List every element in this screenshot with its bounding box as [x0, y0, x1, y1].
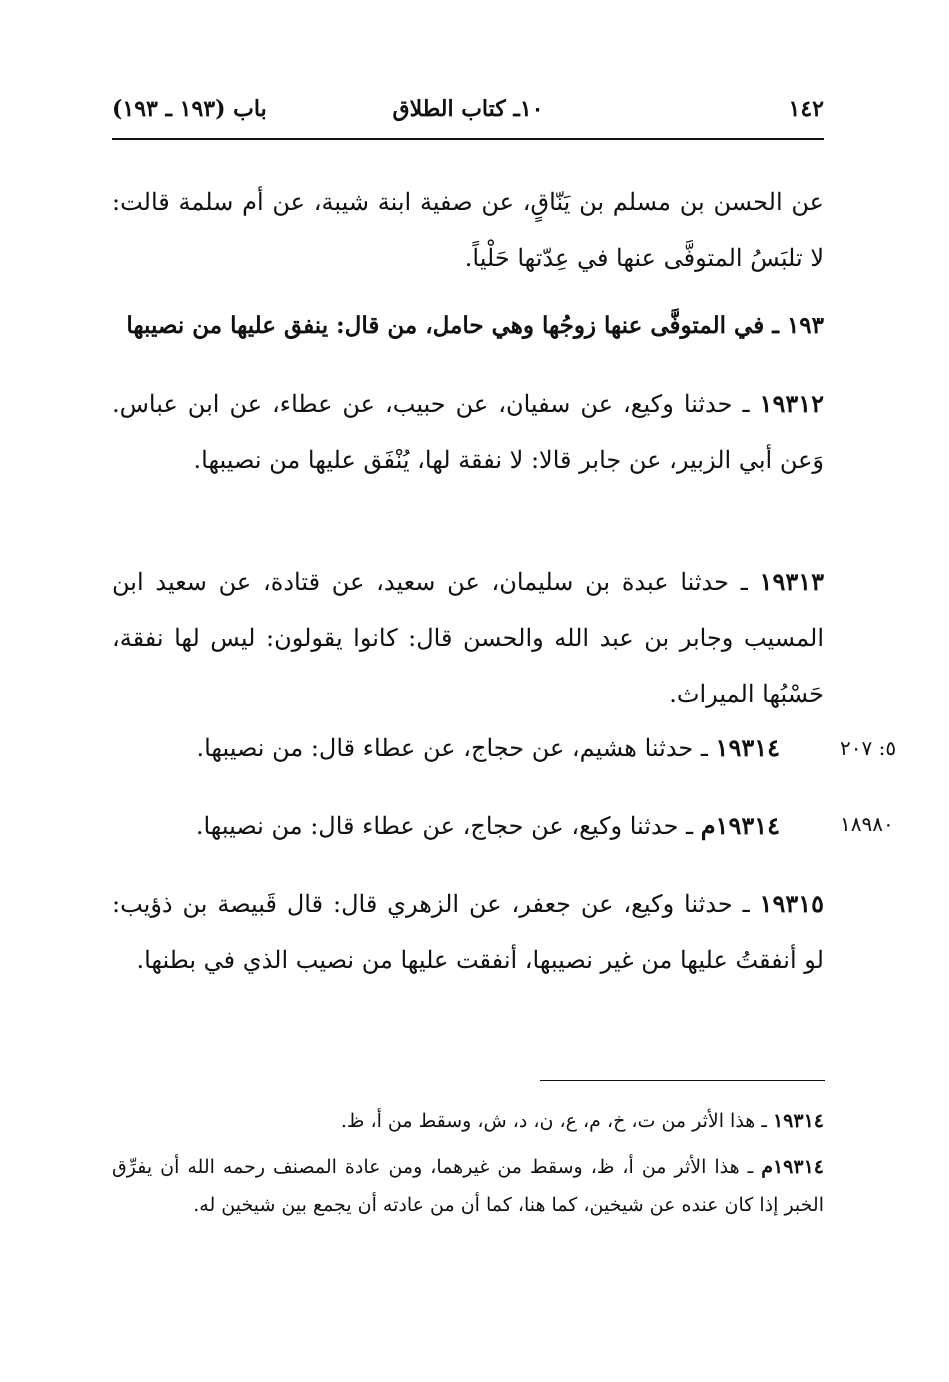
margin-reference: ١٨٩٨٠	[840, 812, 894, 836]
entry-19315	[112, 876, 824, 988]
entry-number: ١٩٣١٤	[715, 733, 780, 762]
entry-text: ـ حدثنا وكيع، عن جعفر، عن الزهري قال: قال قَبيصة بن ذؤيب: لو أنفقتُ عليها من غير نصيبها، أنفقت عليها من نصيب الذي في بطنها.	[112, 890, 824, 974]
footnotes	[112, 1102, 824, 1232]
entry-number: ١٩٣١٤م	[700, 811, 780, 840]
section-heading: ١٩٣ ـ في المتوفَّى عنها زوجُها وهي حامل، من قال: ينفق عليها من نصيبها	[126, 312, 824, 339]
footnote-text: ـ هذا الأثر من أ، ظ، وسقط من غيرهما، ومن عادة المصنف رحمه الله أن يفرِّق الخبر إذا كان عنده عن شيخين، كما هنا، كما أن من عادته أن يجمع بين شيخين له.	[112, 1156, 824, 1216]
entry-19313	[112, 554, 824, 722]
footnote-text: ـ هذا الأثر من ت، خ، م، ع، ن، د، ش، وسقط من أ، ظ.	[340, 1110, 773, 1132]
footnote	[112, 1148, 824, 1224]
entry-number: ١٩٣١٣	[759, 567, 824, 596]
entry-19312	[112, 376, 824, 488]
page-number: ١٤٢	[788, 96, 824, 122]
entry-number: ١٩٣١٢	[759, 389, 824, 418]
entry-number: ١٩٣١٥	[759, 889, 824, 918]
entry-text: ـ حدثنا هشيم، عن حجاج، عن عطاء قال: من نصيبها.	[196, 734, 716, 762]
footnote-number: ١٩٣١٤م	[761, 1156, 824, 1178]
entry-text: ـ حدثنا عبدة بن سليمان، عن سعيد، عن قتادة، عن سعيد ابن المسيب وجابر بن عبد الله والحسن قال: كانوا يقولون: ليس لها نفقة، حَسْبُها الميراث.	[112, 568, 824, 708]
margin-reference: ٥: ٢٠٧	[840, 736, 897, 760]
running-head	[112, 96, 824, 136]
footnote-rule	[540, 1080, 825, 1081]
section-range: باب (١٩٣ ـ ١٩٣)	[112, 96, 267, 122]
entry-19314m	[112, 798, 824, 854]
entry-19314	[112, 720, 824, 776]
entry-text: ـ حدثنا وكيع، عن سفيان، عن حبيب، عن عطاء، عن ابن عباس. وَعن أبي الزبير، عن جابر قالا: لا نفقة لها، يُنْفَق عليها من نصيبها.	[112, 390, 824, 474]
header-rule	[112, 138, 824, 140]
entry-text: ـ حدثنا وكيع، عن حجاج، عن عطاء قال: من نصيبها.	[195, 812, 701, 840]
continuation-paragraph: عن الحسن بن مسلم بن يَنّاقٍ، عن صفية ابنة شيبة، عن أم سلمة قالت: لا تلبَسُ المتوفَّى عنها في عِدّتها حَلْياً.	[112, 188, 824, 272]
chapter-title: ١٠ـ كتاب الطلاق	[392, 96, 544, 122]
footnote	[112, 1102, 824, 1140]
footnote-number: ١٩٣١٤	[772, 1110, 824, 1132]
